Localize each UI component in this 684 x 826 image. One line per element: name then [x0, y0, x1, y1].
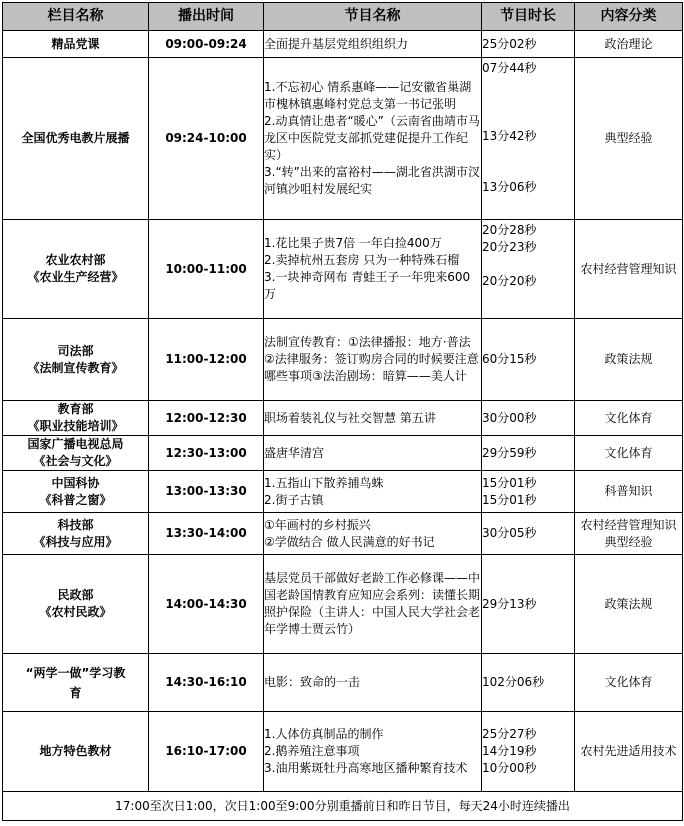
column-name-cell — [3, 31, 149, 58]
program-cell — [264, 513, 482, 555]
duration-item: 20分23秒 — [482, 240, 537, 254]
program-item: 1.不忘初心 情系惠峰——记安徽省巢湖市槐林镇惠峰村党总支第一书记张明 — [264, 80, 472, 111]
duration-cell — [482, 220, 575, 319]
column-name-cell — [3, 513, 149, 555]
duration-cell — [482, 471, 575, 513]
table-row — [3, 654, 683, 712]
program-item: 1.人体仿真制品的制作 — [264, 727, 384, 741]
air-time-cell: 10:00-11:00 — [149, 220, 264, 319]
column-name-cell — [3, 220, 149, 319]
column-name-text: 《法制宣传教育》 — [27, 360, 124, 375]
category-cell — [575, 436, 683, 471]
air-time-cell: 14:00-14:30 — [149, 555, 264, 654]
duration-item: 20分28秒 — [482, 223, 537, 237]
program-cell — [264, 319, 482, 401]
column-name-text: 民政部 — [57, 588, 94, 602]
category-cell — [575, 712, 683, 792]
header-row — [3, 3, 683, 31]
duration-item: 14分19秒 — [482, 744, 537, 758]
air-time-cell: 14:30-16:10 — [149, 654, 264, 712]
program-item: 职场着装礼仪与社交智慧 第五讲 — [264, 410, 436, 425]
table-row — [3, 401, 683, 436]
column-name-text: 全国优秀电教片展播 — [21, 131, 130, 145]
column-name-text: 《职业技能培训》 — [27, 419, 124, 433]
category-cell — [575, 58, 683, 220]
table-row — [3, 436, 683, 471]
air-time-cell: 11:00-12:00 — [149, 319, 264, 401]
category-cell — [575, 319, 683, 401]
air-time-cell: 09:24-10:00 — [149, 58, 264, 220]
category-text: 政策法规 — [604, 352, 653, 366]
category-cell — [575, 513, 683, 555]
header-category: 内容分类 — [575, 3, 683, 31]
program-cell — [264, 220, 482, 319]
duration-item: 10分00秒 — [482, 761, 537, 775]
header-air-time: 播出时间 — [149, 3, 264, 31]
header-duration: 节目时长 — [482, 3, 575, 31]
column-name-text: 《科普之窗》 — [39, 492, 112, 507]
program-cell — [264, 712, 482, 792]
column-name-text: 司法部 — [57, 343, 94, 358]
air-time-cell: 16:10-17:00 — [149, 712, 264, 792]
duration-cell — [482, 513, 575, 555]
table-row — [3, 58, 683, 220]
duration-cell — [482, 555, 575, 654]
air-time-cell: 13:30-14:00 — [149, 513, 264, 555]
category-cell — [575, 220, 683, 319]
column-name-text: “两学一做”学习教 — [25, 665, 126, 680]
rebroadcast-note: 17:00至次日1:00，次日1:00至9:00分别重播前日和昨日节目，每天24小时连续播出 — [3, 792, 683, 821]
table-row — [3, 220, 683, 319]
duration-item: 20分20秒 — [482, 274, 537, 288]
duration-item: 30分05秒 — [482, 526, 537, 540]
table-row — [3, 513, 683, 555]
duration-item: 25分02秒 — [482, 36, 537, 51]
column-name-text: 《科技与应用》 — [33, 534, 118, 549]
column-name-cell — [3, 319, 149, 401]
duration-item: 29分59秒 — [482, 445, 537, 460]
program-item: 2.动真情让患者“暖心”（云南省曲靖市马龙区中医院党支部抓党建促提升工作纪实） — [264, 114, 480, 162]
column-name-text: 《社会与文化》 — [33, 454, 118, 468]
program-item: ①年画村的乡村振兴 — [264, 517, 371, 532]
column-name-text: 中国科协 — [51, 475, 100, 490]
air-time-cell: 09:00-09:24 — [149, 31, 264, 58]
column-name-text: 《农业生产经营》 — [27, 270, 124, 284]
column-name-cell — [3, 436, 149, 471]
column-name-cell — [3, 58, 149, 220]
column-name-cell — [3, 654, 149, 712]
program-item: 3.“转”出来的富裕村——湖北省洪湖市汊河镇沙咀村发展纪实 — [264, 165, 480, 196]
column-name-text: 地方特色教材 — [39, 744, 112, 758]
category-text: 农村经营管理知识 — [580, 517, 677, 532]
program-item: 3.油用紫斑牡丹高寒地区播种繁育技术 — [264, 761, 468, 775]
category-text: 典型经验 — [604, 131, 653, 145]
category-text: 科普知识 — [604, 484, 653, 498]
category-text: 政策法规 — [604, 596, 653, 611]
program-cell — [264, 654, 482, 712]
table-row — [3, 471, 683, 513]
duration-cell — [482, 319, 575, 401]
category-cell — [575, 471, 683, 513]
air-time-cell: 13:00-13:30 — [149, 471, 264, 513]
duration-item: 07分44秒 — [482, 61, 537, 75]
program-item: 3.一块神奇网布 青蛙王子一年兜来600万 — [264, 270, 471, 301]
program-cell — [264, 555, 482, 654]
program-item: 1.花比果子贵7倍 一年白捡400万 — [264, 236, 442, 250]
duration-item: 15分01秒 — [482, 475, 537, 490]
header-program-name: 节目名称 — [264, 3, 482, 31]
program-item: 电影：致命的一击 — [264, 675, 361, 689]
program-cell — [264, 401, 482, 436]
category-cell — [575, 555, 683, 654]
duration-item: 13分06秒 — [482, 180, 537, 194]
column-name-text: 国家广播电视总局 — [27, 437, 124, 451]
category-text: 文化体育 — [604, 675, 653, 689]
duration-cell — [482, 58, 575, 220]
program-cell — [264, 436, 482, 471]
program-item: 2.鹅养殖注意事项 — [264, 744, 360, 758]
duration-item: 102分06秒 — [482, 675, 545, 689]
program-item: 法制宣传教育：①法律播报：地方·普法②法律服务：签订购房合同的时候要注意哪些事项③法治剧场：暗算——美人计 — [264, 335, 479, 383]
duration-item: 30分00秒 — [482, 410, 537, 425]
header-column-name: 栏目名称 — [3, 3, 149, 31]
program-item: 1.五指山下散养捕鸟蛛 — [264, 475, 384, 490]
program-item: 全面提升基层党组织组织力 — [264, 36, 409, 51]
duration-item: 60分15秒 — [482, 352, 537, 366]
table-row — [3, 712, 683, 792]
duration-cell — [482, 712, 575, 792]
duration-cell — [482, 654, 575, 712]
duration-cell — [482, 401, 575, 436]
air-time-cell: 12:30-13:00 — [149, 436, 264, 471]
column-name-text: 科技部 — [57, 517, 94, 532]
column-name-text: 《农村民政》 — [39, 605, 112, 619]
table-row — [3, 319, 683, 401]
duration-cell — [482, 436, 575, 471]
table-row — [3, 555, 683, 654]
duration-item: 13分42秒 — [482, 129, 537, 143]
category-text: 文化体育 — [604, 410, 653, 425]
category-cell — [575, 654, 683, 712]
column-name-text: 农业农村部 — [45, 253, 106, 267]
duration-item: 29分13秒 — [482, 596, 537, 611]
category-text: 文化体育 — [604, 445, 653, 460]
category-text: 政治理论 — [604, 36, 653, 51]
program-item: ②学做结合 做人民满意的好书记 — [264, 534, 435, 549]
column-name-cell — [3, 401, 149, 436]
program-item: 2.卖掉杭州五套房 只为一种特殊石榴 — [264, 253, 460, 267]
program-cell — [264, 31, 482, 58]
duration-cell — [482, 31, 575, 58]
column-name-text: 教育部 — [57, 402, 94, 416]
column-name-text: 精品党课 — [51, 36, 100, 51]
schedule-table — [2, 2, 683, 821]
program-cell — [264, 58, 482, 220]
category-cell — [575, 31, 683, 58]
category-text: 典型经验 — [604, 534, 653, 549]
program-item: 盛唐华清宫 — [264, 445, 325, 460]
category-text: 农村经营管理知识 — [580, 261, 677, 276]
program-cell — [264, 471, 482, 513]
column-name-text: 育 — [69, 685, 82, 700]
air-time-cell: 12:00-12:30 — [149, 401, 264, 436]
table-row — [3, 31, 683, 58]
category-cell — [575, 401, 683, 436]
program-item: 基层党员干部做好老龄工作必修课——中国老龄国情教育应知应会系列：读懂长期照护保险（主讲人：中国人民大学社会老年学博士贾云竹） — [264, 571, 481, 636]
duration-item: 15分01秒 — [482, 492, 537, 507]
program-item: 2.街子古镇 — [264, 492, 324, 507]
column-name-cell — [3, 471, 149, 513]
category-text: 农村先进适用技术 — [580, 744, 677, 758]
column-name-cell — [3, 555, 149, 654]
column-name-cell — [3, 712, 149, 792]
duration-item: 25分27秒 — [482, 727, 537, 741]
footer-row — [3, 792, 683, 821]
